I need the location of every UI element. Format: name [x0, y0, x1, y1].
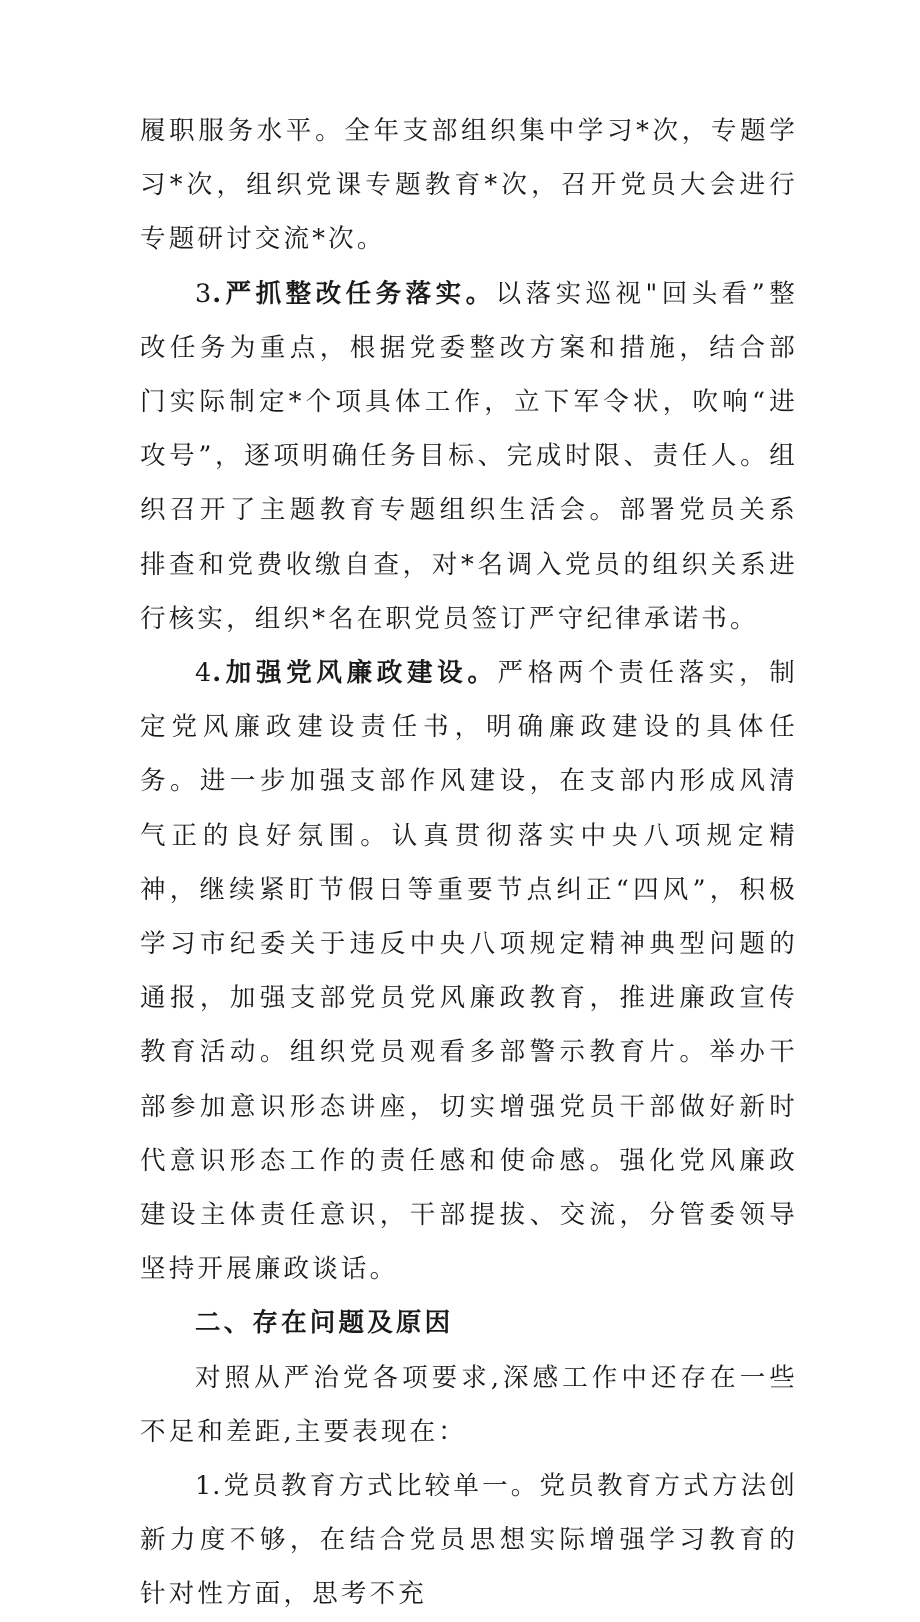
paragraph-item-4: [140, 646, 798, 1296]
paragraph-text: .党员教育方式比较单一。党员教育方式方法创新力度不够，在结合党员思想实际增强学习教育的针对性方面，思考不充: [140, 1471, 798, 1610]
paragraph-item-3: [140, 267, 798, 646]
item-number: 4: [195, 658, 213, 689]
paragraph-item-1: [140, 1459, 798, 1622]
item-title: .严抓整改任务落实。: [212, 278, 496, 309]
paragraph-continuation: [140, 104, 798, 267]
paragraph-text: 以落实巡视"回头看”整改任务为重点，根据党委整改方案和措施，结合部门实际制定*个项具体工作，立下军令状，吹响“进攻号”，逐项明确任务目标、完成时限、责任人。组织召开了主题教育专题组织生活会。部署党员关系排查和党费收缴自查，对*名调入党员的组织关系进行核实，组织*名在职党员签订严守纪律承诺书。: [140, 278, 798, 634]
paragraph-text: 履职服务水平。全年支部组织集中学习*次，专题学习*次，组织党课专题教育*次，召开党员大会进行专题研讨交流*次。: [140, 116, 798, 255]
item-number: 1: [195, 1471, 213, 1502]
item-title: .加强党风廉政建设。: [212, 658, 498, 689]
paragraph-text: 对照从严治党各项要求,深感工作中还存在一些不足和差距,主要表现在：: [140, 1362, 798, 1447]
document-body: [140, 104, 798, 1622]
section-heading: 二、存在问题及原因: [195, 1308, 454, 1339]
paragraph-intro: [140, 1351, 798, 1459]
item-number: 3: [195, 278, 213, 309]
paragraph-text: 严格两个责任落实，制定党风廉政建设责任书，明确廉政建设的具体任务。进一步加强支部作风建设，在支部内形成风清气正的良好氛围。认真贯彻落实中央八项规定精神，继续紧盯节假日等重要节点纠正“四风”，积极学习市纪委关于违反中央八项规定精神典型问题的通报，加强支部党员党风廉政教育，推进廉政宣传教育活动。组织党员观看多部警示教育片。举办干部参加意识形态讲座，切实增强党员干部做好新时代意识形态工作的责任感和使命感。强化党风廉政建设主体责任意识，干部提拔、交流，分管委领导坚持开展廉政谈话。: [140, 658, 798, 1285]
